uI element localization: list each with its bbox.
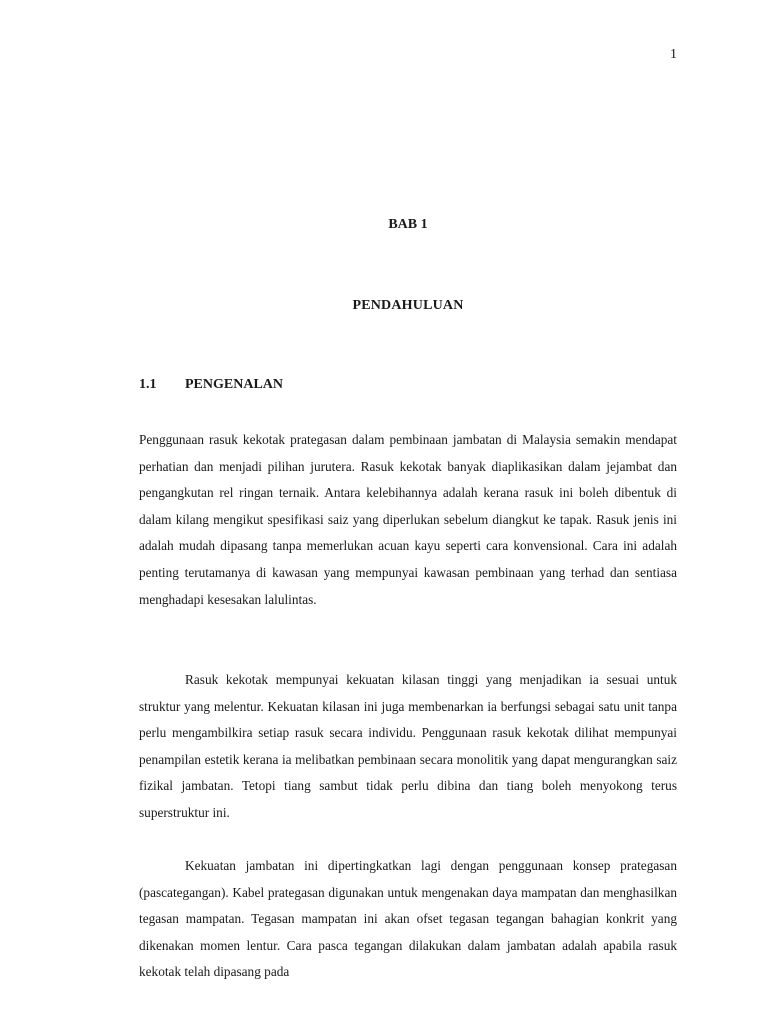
paragraph-prestressing: Kekuatan jambatan ini dipertingkatkan lagi dengan penggunaan konsep prategasan (pascategangan). Kabel prategasan digunakan untuk mengenakan daya mampatan dan menghasilkan tegasan mampatan. Tegasan mampatan ini akan ofset tegasan tegangan bahagian konkrit yang dikenakan momen lentur. Cara pasca tegangan dilakukan dalam jambatan adalah apabila rasuk kekotak telah dipasang pada (139, 858, 677, 980)
chapter-label: BAB 1 (388, 217, 428, 232)
chapter-title: PENDAHULUAN (352, 298, 464, 313)
section-number: 1.1 (139, 377, 157, 392)
section-heading (139, 376, 283, 394)
section-title: PENGENALAN (185, 377, 284, 392)
page-number: 1 (670, 47, 677, 62)
paragraph-torsional-strength: Rasuk kekotak mempunyai kekuatan kilasan tinggi yang menjadikan ia sesuai untuk struktur yang melentur. Kekuatan kilasan ini juga membenarkan ia berfungsi sebagai satu unit tanpa perlu mengambilkira setiap rasuk secara individu. Penggunaan rasuk kekotak dilihat mempunyai penampilan estetik kerana ia melibatkan pembinaan secara monolitik yang dapat mengurangkan saiz fizikal jambatan. Tetopi tiang sambut tidak perlu dibina dan tiang boleh menyokong terus superstruktur ini. (139, 672, 677, 820)
paragraph-introduction: Penggunaan rasuk kekotak prategasan dalam pembinaan jambatan di Malaysia semakin mendapat perhatian dan menjadi pilihan jurutera. Rasuk kekotak banyak diaplikasikan dalam jejambat dan pengangkutan rel ringan ternaik. Antara kelebihannya adalah kerana rasuk ini boleh dibentuk di dalam kilang mengikut spesifikasi saiz yang diperlukan sebelum diangkut ke tapak. Rasuk jenis ini adalah mudah dipasang tanpa memerlukan acuan kayu seperti cara konvensional. Cara ini adalah penting terutamanya di kawasan yang mempunyai kawasan pembinaan yang terhad dan sentiasa menghadapi kesesakan lalulintas. (139, 432, 677, 607)
